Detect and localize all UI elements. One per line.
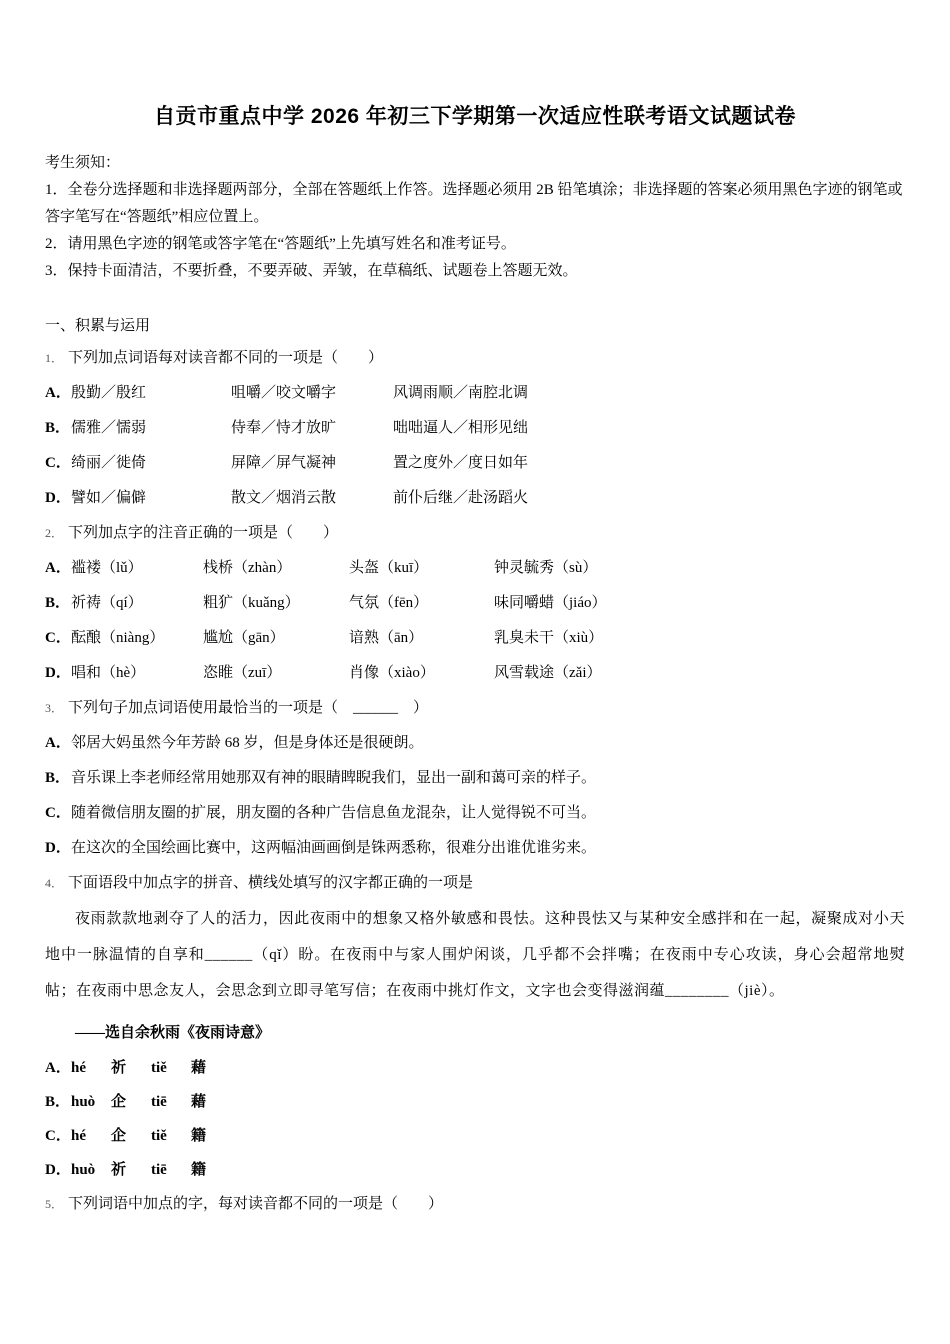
option-cell: hé xyxy=(71,1128,86,1144)
question-4-number: 4． xyxy=(45,876,64,890)
option-letter: C． xyxy=(45,1128,71,1144)
question-4-stem xyxy=(45,866,905,901)
option-cell: huò xyxy=(71,1162,96,1178)
option-cell: 风雪载途（zǎi） xyxy=(494,665,602,681)
question-1-option-b xyxy=(45,411,905,446)
option-cell: 藉 xyxy=(191,1094,207,1110)
question-4-option-b xyxy=(45,1085,905,1119)
option-cell: 粗犷（kuǎng） xyxy=(203,595,300,611)
question-2-option-b xyxy=(45,586,905,621)
option-letter: A． xyxy=(45,735,71,751)
option-cell: 恣睢（zuī） xyxy=(203,665,282,681)
question-3-option-b xyxy=(45,761,905,796)
question-3-option-a xyxy=(45,726,905,761)
option-text: 音乐课上李老师经常用她那双有神的眼睛睥睨我们，显出一副和蔼可亲的样子。 xyxy=(71,770,597,786)
question-2 xyxy=(45,516,905,691)
question-3-stem-text: 下列句子加点词语使用最恰当的一项是（ ______ ） xyxy=(68,700,429,716)
question-4-option-a xyxy=(45,1051,905,1085)
option-letter: C． xyxy=(45,805,71,821)
option-cell: 企 xyxy=(111,1094,127,1110)
question-2-stem-text: 下列加点字的注音正确的一项是（ ） xyxy=(68,525,339,541)
option-cell: hé xyxy=(71,1060,86,1076)
option-letter: D． xyxy=(45,1162,71,1178)
option-cell: 籍 xyxy=(191,1162,207,1178)
question-4-option-d xyxy=(45,1153,905,1187)
notice-item-1: 1．全卷分选择题和非选择题两部分，全部在答题纸上作答。选择题必须用 2B 铅笔填涂；非选择题的答案必须用黑色字迹的钢笔或答字笔写在“答题纸”相应位置上。 xyxy=(45,182,903,225)
option-cell: 绮丽／徙倚 xyxy=(71,455,147,471)
question-5 xyxy=(45,1187,905,1222)
option-cell: 祈 xyxy=(111,1162,127,1178)
option-cell: 祈 xyxy=(111,1060,127,1076)
option-letter: D． xyxy=(45,490,71,506)
option-cell: 乳臭未干（xiù） xyxy=(494,630,604,646)
option-letter: A． xyxy=(45,385,71,401)
option-cell: 屏障／屏气凝神 xyxy=(231,455,337,471)
option-cell: 气氛（fēn） xyxy=(349,595,429,611)
option-text: 邻居大妈虽然今年芳龄 68 岁，但是身体还是很硬朗。 xyxy=(71,735,424,751)
option-letter: B． xyxy=(45,420,71,436)
option-cell: 儒雅／懦弱 xyxy=(71,420,147,436)
option-cell: 唱和（hè） xyxy=(71,665,146,681)
option-cell: 咄咄逼人／相形见绌 xyxy=(393,420,529,436)
question-4 xyxy=(45,866,905,1187)
question-1-option-d xyxy=(45,481,905,516)
option-cell: 风调雨顺／南腔北调 xyxy=(393,385,529,401)
option-cell: 褴褛（lǔ） xyxy=(71,560,143,576)
question-4-option-c xyxy=(45,1119,905,1153)
notice-block xyxy=(45,150,905,285)
option-letter: A． xyxy=(45,560,71,576)
option-letter: B． xyxy=(45,1094,71,1110)
question-4-passage: 夜雨款款地剥夺了人的活力，因此夜雨中的想象又格外敏感和畏怯。这种畏怯又与某种安全感拌和在一起，凝聚成对小天地中一脉温情的自享和______（qǐ）盼。在夜雨中与家人围炉闲谈，几乎都不会拌嘴；在夜雨中专心攻读，身心会超常地熨帖；在夜雨中思念友人，会思念到立即寻笔写信；在夜雨中挑灯作文，文字也会变得滋润蕴________（jiè）。 xyxy=(45,911,905,999)
option-cell: huò xyxy=(71,1094,96,1110)
option-cell: 置之度外／度日如年 xyxy=(393,455,529,471)
option-text: 在这次的全国绘画比赛中，这两幅油画画倒是铢两悉称，很难分出谁优谁劣来。 xyxy=(71,840,597,856)
question-5-number: 5． xyxy=(45,1197,64,1211)
notice-heading: 考生须知： xyxy=(45,155,121,171)
option-cell: 钟灵毓秀（sù） xyxy=(494,560,598,576)
option-cell: 侍奉／恃才放旷 xyxy=(231,420,337,436)
option-cell: 头盔（kuī） xyxy=(349,560,429,576)
option-cell: 殷勤／殷红 xyxy=(71,385,147,401)
question-2-option-c xyxy=(45,621,905,656)
question-4-passage-source: ——选自余秋雨《夜雨诗意》 xyxy=(75,1025,271,1041)
option-cell: 前仆后继／赴汤蹈火 xyxy=(393,490,529,506)
option-cell: tiě xyxy=(151,1060,167,1076)
option-cell: 企 xyxy=(111,1128,127,1144)
question-3-option-d xyxy=(45,831,905,866)
option-cell: 尴尬（gān） xyxy=(203,630,285,646)
option-cell: 肖像（xiào） xyxy=(349,665,435,681)
option-cell: 酝酿（niàng） xyxy=(71,630,165,646)
page-title: 自贡市重点中学 2026 年初三下学期第一次适应性联考语文试题试卷 xyxy=(154,105,796,128)
option-letter: B． xyxy=(45,595,71,611)
option-cell: 籍 xyxy=(191,1128,207,1144)
question-5-stem xyxy=(45,1187,905,1222)
question-4-stem-text: 下面语段中加点字的拼音、横线处填写的汉字都正确的一项是 xyxy=(68,875,474,891)
question-2-option-d xyxy=(45,656,905,691)
option-cell: 祈祷（qí） xyxy=(71,595,143,611)
question-1-option-c xyxy=(45,446,905,481)
option-cell: 栈桥（zhàn） xyxy=(203,560,292,576)
option-letter: B． xyxy=(45,770,71,786)
option-cell: tiē xyxy=(151,1162,167,1178)
option-cell: tiē xyxy=(151,1094,167,1110)
option-cell: tiě xyxy=(151,1128,167,1144)
option-cell: 散文／烟消云散 xyxy=(231,490,337,506)
question-1-number: 1． xyxy=(45,351,64,365)
option-cell: 味同嚼蜡（jiáo） xyxy=(494,595,607,611)
option-cell: 譬如／偏僻 xyxy=(71,490,147,506)
question-1-stem-text: 下列加点词语每对读音都不同的一项是（ ） xyxy=(68,350,384,366)
question-1-stem xyxy=(45,341,905,376)
question-3-option-c xyxy=(45,796,905,831)
question-2-option-a xyxy=(45,551,905,586)
question-1 xyxy=(45,341,905,516)
question-1-option-a xyxy=(45,376,905,411)
option-cell: 藉 xyxy=(191,1060,207,1076)
option-text: 随着微信朋友圈的扩展，朋友圈的各种广告信息鱼龙混杂，让人觉得锐不可当。 xyxy=(71,805,597,821)
option-letter: D． xyxy=(45,840,71,856)
option-cell: 咀嚼／咬文嚼字 xyxy=(231,385,337,401)
notice-item-2: 2．请用黑色字迹的钢笔或答字笔在“答题纸”上先填写姓名和准考证号。 xyxy=(45,236,516,252)
question-2-stem xyxy=(45,516,905,551)
question-4-options xyxy=(45,1051,905,1187)
question-2-number: 2． xyxy=(45,526,64,540)
question-5-stem-text: 下列词语中加点的字，每对读音都不同的一项是（ ） xyxy=(68,1196,444,1212)
question-3-number: 3． xyxy=(45,701,64,715)
question-3 xyxy=(45,691,905,866)
option-cell: 谙熟（ān） xyxy=(349,630,424,646)
option-letter: C． xyxy=(45,455,71,471)
question-3-stem xyxy=(45,691,905,726)
option-letter: C． xyxy=(45,630,71,646)
section-heading: 一、积累与运用 xyxy=(45,318,151,334)
option-letter: D． xyxy=(45,665,71,681)
notice-item-3: 3．保持卡面清洁，不要折叠，不要弄破、弄皱，在草稿纸、试题卷上答题无效。 xyxy=(45,263,578,279)
option-letter: A． xyxy=(45,1060,71,1076)
